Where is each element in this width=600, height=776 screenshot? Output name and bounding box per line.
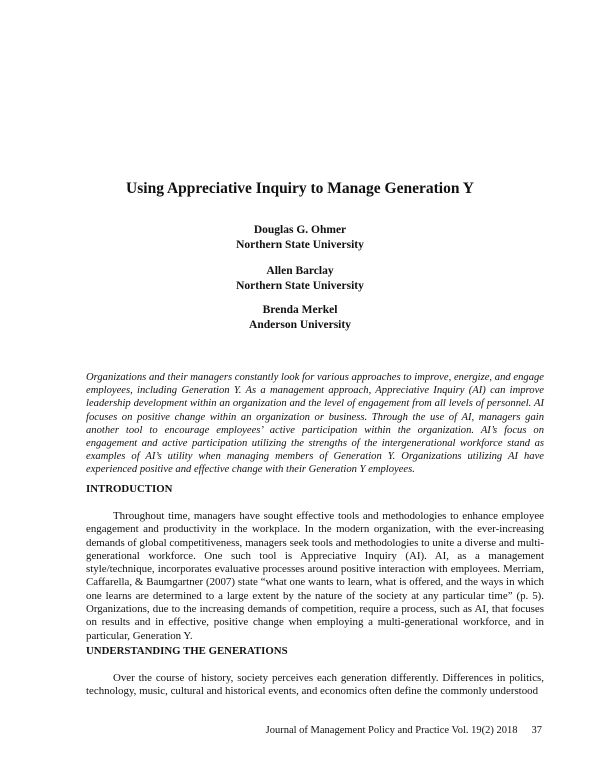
section-heading-introduction: INTRODUCTION bbox=[86, 483, 173, 495]
author-name: Brenda Merkel bbox=[262, 304, 338, 316]
author-block-3 bbox=[0, 303, 600, 333]
author-name: Douglas G. Ohmer bbox=[253, 224, 347, 236]
author-affiliation: Anderson University bbox=[249, 319, 351, 331]
journal-citation: Journal of Management Policy and Practice Vol. 19(2) 2018 bbox=[265, 725, 518, 736]
page-footer bbox=[266, 724, 542, 737]
paper-title: Using Appreciative Inquiry to Manage Generation Y bbox=[126, 180, 474, 197]
page-number: 37 bbox=[531, 725, 542, 736]
generations-paragraph: Over the course of history, society perceives each generation differently. Differences in politics, technology, music, cultural and historical events, and economics often define the commonly understood bbox=[86, 672, 544, 698]
section-heading-generations: UNDERSTANDING THE GENERATIONS bbox=[86, 645, 288, 657]
abstract: Organizations and their managers constantly look for various approaches to improve, energize, and engage employees, including Generation Y. As a management approach, Appreciative Inquiry (AI) can improve leadership development within an organization and the level of engagement from all levels of personnel. AI focuses on positive change within an organization or business. Through the use of AI, managers gain another tool to encourage employees’ active participation within the organization. AI’s focus on engagement and active participation utilizing the strengths of the intergenerational workforce stand as examples of AI’s utility when managing members of Generation Y. Organizations utilizing AI have experienced positive and effective change with their Generation Y employees. bbox=[86, 372, 544, 476]
author-block-2 bbox=[0, 264, 600, 294]
author-affiliation: Northern State University bbox=[236, 280, 364, 292]
introduction-paragraph: Throughout time, managers have sought effective tools and methodologies to enhance employee engagement and productivity in the workplace. In the modern organization, with the ever-increasing demands of global competitiveness, managers seek tools and methodologies to unite a diverse and multi-generational workforce. One such tool is Appreciative Inquiry (AI). AI, as a management style/technique, incorporates evaluative processes around positive interaction with employees. Merriam, Caffarella, & Baumgartner (2007) state “what one wants to learn, what is offered, and the ways in which one learns are determined to a large extent by the nature of the society at any particular time” (p. 5). Organizations, due to the increasing demands of competition, require a process, such as AI, that focuses on results and in effective, positive change when employing a multi-generational workforce, and in particular, Generation Y. bbox=[86, 510, 544, 642]
author-affiliation: Northern State University bbox=[236, 239, 364, 251]
author-block-1 bbox=[0, 223, 600, 253]
author-name: Allen Barclay bbox=[266, 265, 334, 277]
